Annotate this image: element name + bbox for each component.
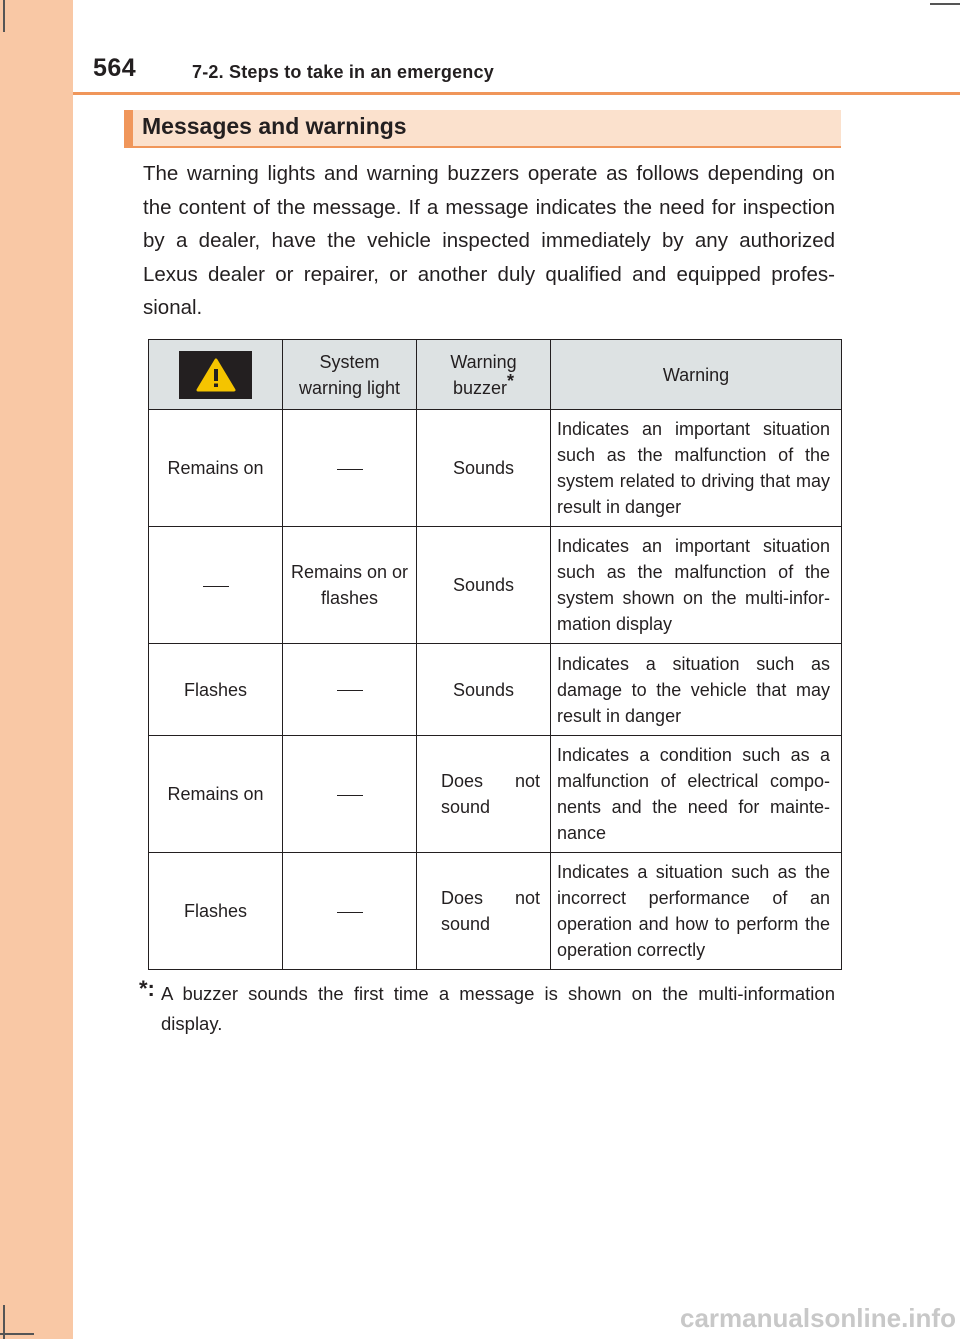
header-warning-buzzer-label [417, 349, 550, 401]
header-system-warning-light [283, 340, 417, 410]
crop-mark-top-left [3, 0, 5, 32]
buzzer-cell: Sounds [417, 644, 551, 736]
table-row [149, 853, 842, 970]
table-row [149, 527, 842, 644]
dash-placeholder [337, 469, 363, 470]
icon-status-cell [149, 527, 283, 644]
icon-status-cell: Remains on [149, 736, 283, 853]
crop-mark-top-right [930, 3, 960, 5]
system-light-cell [283, 736, 417, 853]
header-icon-cell [149, 340, 283, 410]
dash-placeholder [337, 795, 363, 796]
warning-description-cell: Indicates a condition such as a malfunction of electrical compo-nents and the need for mainte-nance [551, 736, 842, 853]
table-header-row [149, 340, 842, 410]
header-warning-buzzer-text: Warning buzzer [450, 351, 517, 398]
crop-mark-bottom-left-h [0, 1333, 34, 1335]
buzzer-cell: Does not sound [417, 853, 551, 970]
warning-description-cell: Indicates a situation such as damage to the vehicle that may result in danger [551, 644, 842, 736]
warning-description-cell: Indicates an important situation such as the malfunction of the system related to driving that may result in danger [551, 410, 842, 527]
header-system-warning-light-label: System warning light [298, 351, 401, 398]
warning-description-cell: Indicates a situation such as the incorrect performance of an operation and how to perform the operation correctly [551, 853, 842, 970]
side-margin-band [0, 0, 73, 1339]
messages-table [148, 339, 842, 970]
chapter-title: 7-2. Steps to take in an emergency [192, 62, 494, 82]
buzzer-cell: Sounds [417, 410, 551, 527]
dash-placeholder [337, 912, 363, 913]
table-row [149, 644, 842, 736]
system-light-cell [283, 644, 417, 736]
table-row [149, 410, 842, 527]
system-light-text: Remains on or flashes [290, 562, 409, 608]
header-warning-buzzer [417, 340, 551, 410]
footnote-text: A buzzer sounds the first time a message is shown on the multi-information display. [161, 983, 835, 1034]
footnote-mark: *: [139, 976, 155, 1001]
icon-status-cell: Flashes [149, 853, 283, 970]
table-row [149, 736, 842, 853]
section-title: Messages and warnings [142, 113, 407, 139]
warning-triangle-icon [179, 351, 252, 399]
intro-paragraph: The warning lights and warning buzzers operate as follows depending on the content of the message. If a message indicates the need for inspection by a dealer, have the vehicle inspected immediately by any authorized Lexus dealer or repairer, or another duly qualified and equipped profes-sional. [143, 162, 835, 319]
system-light-cell [283, 853, 417, 970]
dash-placeholder [203, 586, 229, 587]
icon-status-cell: Remains on [149, 410, 283, 527]
header-warning [551, 340, 842, 410]
buzzer-footnote-mark: * [507, 370, 515, 391]
icon-status-cell: Flashes [149, 644, 283, 736]
system-light-cell [283, 527, 417, 644]
header-rule [73, 92, 960, 95]
warning-description-cell: Indicates an important situation such as the malfunction of the system shown on the multi-infor-mation display [551, 527, 842, 644]
header-warning-label: Warning [662, 364, 730, 385]
system-light-cell [283, 410, 417, 527]
section-heading-bar [124, 110, 133, 148]
page-number: 564 [93, 54, 137, 82]
buzzer-cell: Does not sound [417, 736, 551, 853]
section-heading [124, 110, 841, 148]
watermark: carmanualsonline.info [680, 1303, 956, 1333]
buzzer-cell: Sounds [417, 527, 551, 644]
dash-placeholder [337, 690, 363, 691]
